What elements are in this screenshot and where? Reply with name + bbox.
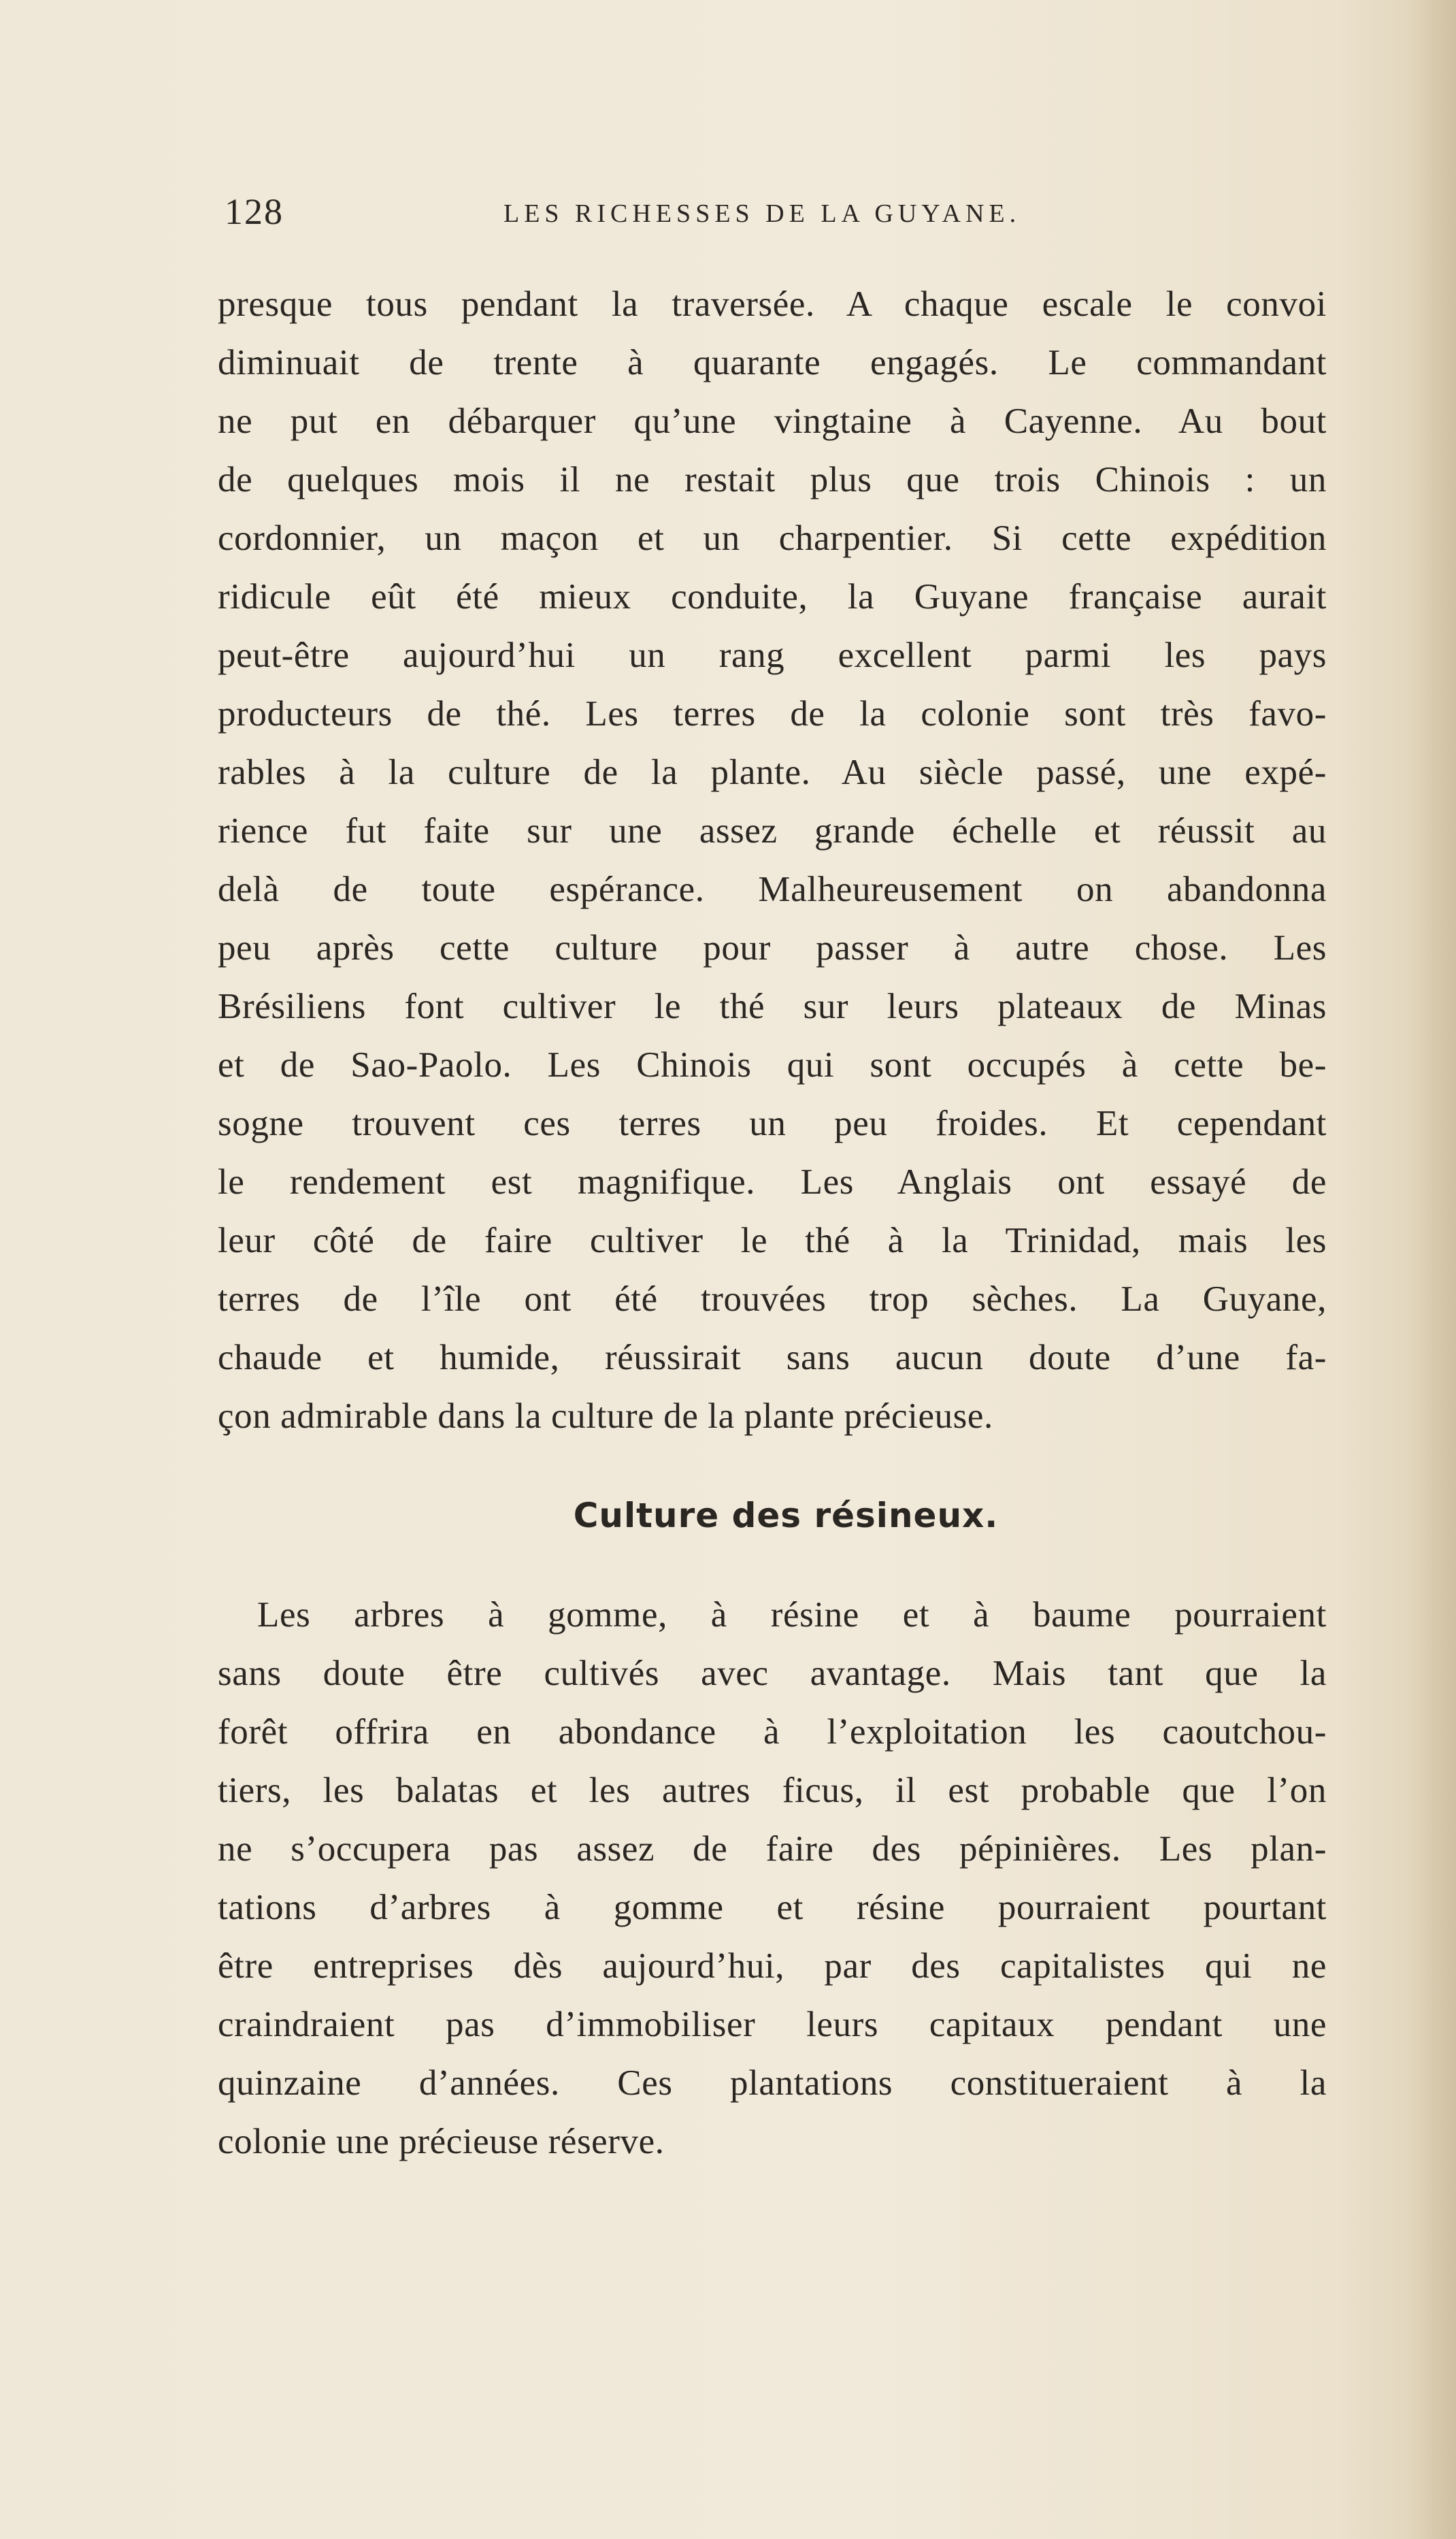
text-line: colonie une précieuse réserve. — [218, 2122, 665, 2161]
text-line: forêt offrira en abondance à l’exploitation les caoutchou- — [218, 1712, 1327, 1752]
paragraph-tea-culture — [218, 275, 1327, 1445]
text-line: producteurs de thé. Les terres de la colonie sont très favo- — [218, 694, 1327, 734]
running-head — [218, 191, 1327, 245]
text-line: diminuait de trente à quarante engagés. Le commandant — [218, 343, 1327, 382]
text-line: chaude et humide, réussirait sans aucun doute d’une fa- — [218, 1338, 1327, 1377]
text-line: ne put en débarquer qu’une vingtaine à Cayenne. Au bout — [218, 402, 1327, 441]
page-edge-shadow — [1408, 0, 1456, 2539]
text-line: Les arbres à gomme, à résine et à baume pourraient — [257, 1595, 1327, 1635]
text-line: ridicule eût été mieux conduite, la Guyane française aurait — [218, 577, 1327, 617]
page-number: 128 — [225, 191, 284, 232]
text-line: le rendement est magnifique. Les Anglais ont essayé de — [218, 1162, 1327, 1202]
text-line: être entreprises dès aujourd’hui, par des capitalistes qui ne — [218, 1946, 1327, 1986]
text-line: peu après cette culture pour passer à autre chose. Les — [218, 928, 1327, 968]
text-line: rables à la culture de la plante. Au siècle passé, une expé- — [218, 753, 1327, 792]
text-line: de quelques mois il ne restait plus que trois Chinois : un — [218, 460, 1327, 499]
text-line: Brésiliens font cultiver le thé sur leurs plateaux de Minas — [218, 987, 1327, 1026]
text-line: tations d’arbres à gomme et résine pourraient pourtant — [218, 1888, 1327, 1927]
text-line: peut-être aujourd’hui un rang excellent parmi les pays — [218, 636, 1327, 675]
text-line: terres de l’île ont été trouvées trop sèches. La Guyane, — [218, 1279, 1327, 1319]
paragraph-resin-trees — [218, 1586, 1327, 2171]
text-line: craindraient pas d’immobiliser leurs capitaux pendant une — [218, 2005, 1327, 2044]
text-line: cordonnier, un maçon et un charpentier. Si cette expédition — [218, 519, 1327, 558]
text-line: ne s’occupera pas assez de faire des pépinières. Les plan- — [218, 1829, 1327, 1869]
text-line: tiers, les balatas et les autres ficus, il est probable que l’on — [218, 1771, 1327, 1810]
text-line: delà de toute espérance. Malheureusement on abandonna — [218, 870, 1327, 909]
text-line: et de Sao-Paolo. Les Chinois qui sont occupés à cette be- — [218, 1045, 1327, 1085]
text-line: quinzaine d’années. Ces plantations constitueraient à la — [218, 2063, 1327, 2103]
text-line: presque tous pendant la traversée. A chaque escale le convoi — [218, 284, 1327, 324]
text-line: çon admirable dans la culture de la plante précieuse. — [218, 1396, 993, 1436]
running-title: LES RICHESSES DE LA GUYANE. — [503, 199, 1021, 228]
text-line: leur côté de faire cultiver le thé à la Trinidad, mais les — [218, 1221, 1327, 1260]
text-line: sogne trouvent ces terres un peu froides. Et cependant — [218, 1104, 1327, 1143]
text-line: rience fut faite sur une assez grande échelle et réussit au — [218, 811, 1327, 851]
text-line: sans doute être cultivés avec avantage. Mais tant que la — [218, 1654, 1327, 1693]
section-heading: Culture des résineux. — [573, 1496, 999, 1535]
